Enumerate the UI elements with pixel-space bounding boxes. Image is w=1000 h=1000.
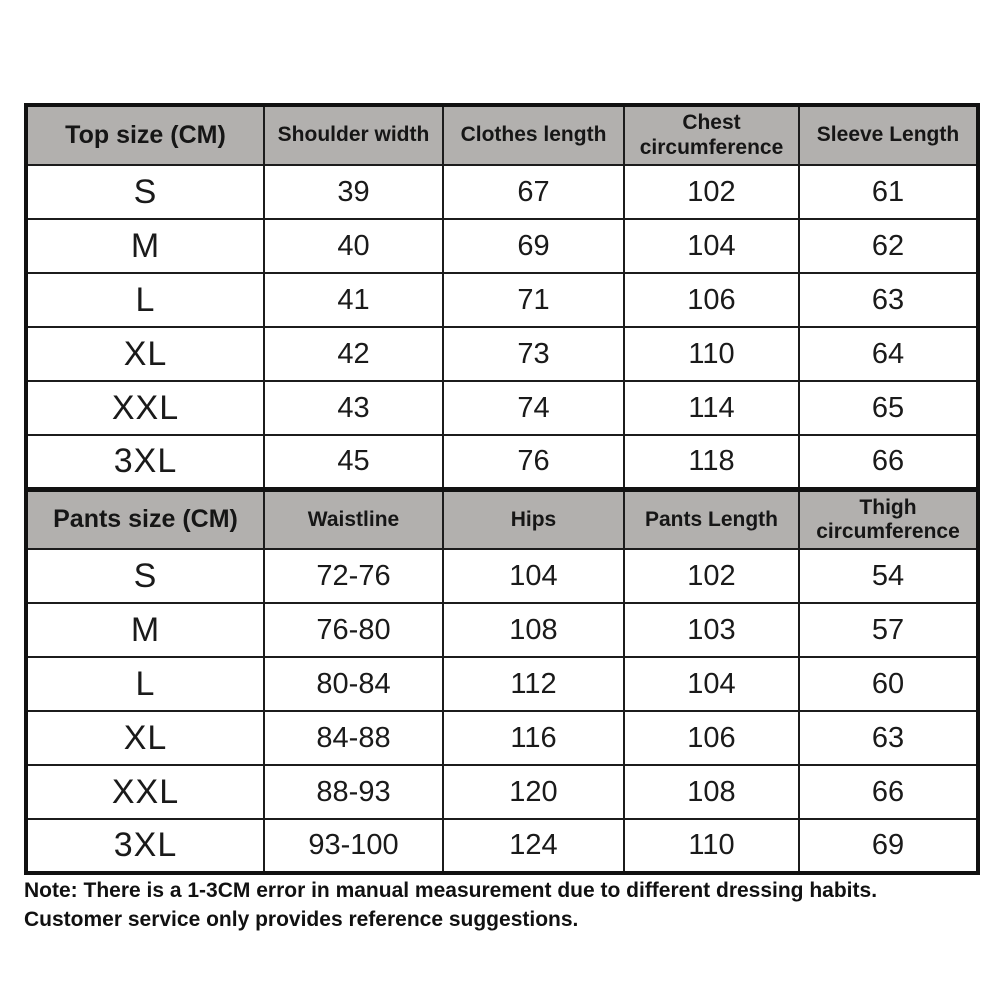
table-row [26,549,978,603]
cell-sleeve-length: 65 [799,381,978,435]
cell-hips: 120 [443,765,624,819]
cell-sleeve-length: 64 [799,327,978,381]
table-row [26,657,978,711]
cell-pants-length: 102 [624,549,799,603]
cell-chest-circumference: 104 [624,219,799,273]
cell-clothes-length: 71 [443,273,624,327]
cell-pants-length: 104 [624,657,799,711]
size-label: M [26,603,264,657]
cell-chest-circumference: 102 [624,165,799,219]
cell-waistline: 76-80 [264,603,443,657]
table-row [26,219,978,273]
cell-hips: 108 [443,603,624,657]
table-row [26,381,978,435]
cell-waistline: 88-93 [264,765,443,819]
cell-thigh-circumference: 63 [799,711,978,765]
size-label: L [26,273,264,327]
cell-clothes-length: 76 [443,435,624,489]
table-row [26,711,978,765]
cell-hips: 116 [443,711,624,765]
column-header-shoulder-width: Shoulder width [264,105,443,165]
size-label: XXL [26,381,264,435]
cell-clothes-length: 74 [443,381,624,435]
column-header-clothes-length: Clothes length [443,105,624,165]
cell-shoulder-width: 42 [264,327,443,381]
size-label: 3XL [26,819,264,873]
cell-sleeve-length: 61 [799,165,978,219]
top-header-row [26,105,978,165]
size-label: S [26,165,264,219]
size-chart-table [24,103,980,875]
table-row [26,165,978,219]
size-label: S [26,549,264,603]
cell-waistline: 72-76 [264,549,443,603]
cell-shoulder-width: 45 [264,435,443,489]
table-row [26,273,978,327]
cell-chest-circumference: 118 [624,435,799,489]
cell-hips: 124 [443,819,624,873]
cell-clothes-length: 69 [443,219,624,273]
column-header-sleeve-length: Sleeve Length [799,105,978,165]
size-label: XXL [26,765,264,819]
size-label: XL [26,327,264,381]
cell-chest-circumference: 106 [624,273,799,327]
cell-shoulder-width: 39 [264,165,443,219]
size-label: L [26,657,264,711]
cell-shoulder-width: 40 [264,219,443,273]
size-label: M [26,219,264,273]
table-row [26,765,978,819]
column-header-hips: Hips [443,489,624,549]
top-section-title: Top size (CM) [26,105,264,165]
pants-section-title: Pants size (CM) [26,489,264,549]
cell-pants-length: 103 [624,603,799,657]
cell-waistline: 80-84 [264,657,443,711]
cell-waistline: 84-88 [264,711,443,765]
cell-sleeve-length: 62 [799,219,978,273]
cell-chest-circumference: 110 [624,327,799,381]
cell-shoulder-width: 43 [264,381,443,435]
size-label: 3XL [26,435,264,489]
cell-pants-length: 108 [624,765,799,819]
cell-chest-circumference: 114 [624,381,799,435]
table-row [26,435,978,489]
cell-thigh-circumference: 54 [799,549,978,603]
table-row [26,603,978,657]
measurement-note: Note: There is a 1-3CM error in manual measurement due to different dressing habits. Customer service only provides reference suggestions. [24,879,878,932]
column-header-chest-circumference: Chest circumference [624,105,799,165]
cell-shoulder-width: 41 [264,273,443,327]
column-header-pants-length: Pants Length [624,489,799,549]
cell-thigh-circumference: 66 [799,765,978,819]
cell-thigh-circumference: 69 [799,819,978,873]
table-row [26,819,978,873]
cell-sleeve-length: 63 [799,273,978,327]
size-label: XL [26,711,264,765]
cell-waistline: 93-100 [264,819,443,873]
cell-clothes-length: 73 [443,327,624,381]
cell-sleeve-length: 66 [799,435,978,489]
cell-thigh-circumference: 60 [799,657,978,711]
cell-clothes-length: 67 [443,165,624,219]
cell-pants-length: 110 [624,819,799,873]
cell-hips: 112 [443,657,624,711]
cell-thigh-circumference: 57 [799,603,978,657]
cell-hips: 104 [443,549,624,603]
pants-header-row [26,489,978,549]
cell-pants-length: 106 [624,711,799,765]
column-header-thigh-circumference: Thigh circumference [799,489,978,549]
table-row [26,327,978,381]
column-header-waistline: Waistline [264,489,443,549]
